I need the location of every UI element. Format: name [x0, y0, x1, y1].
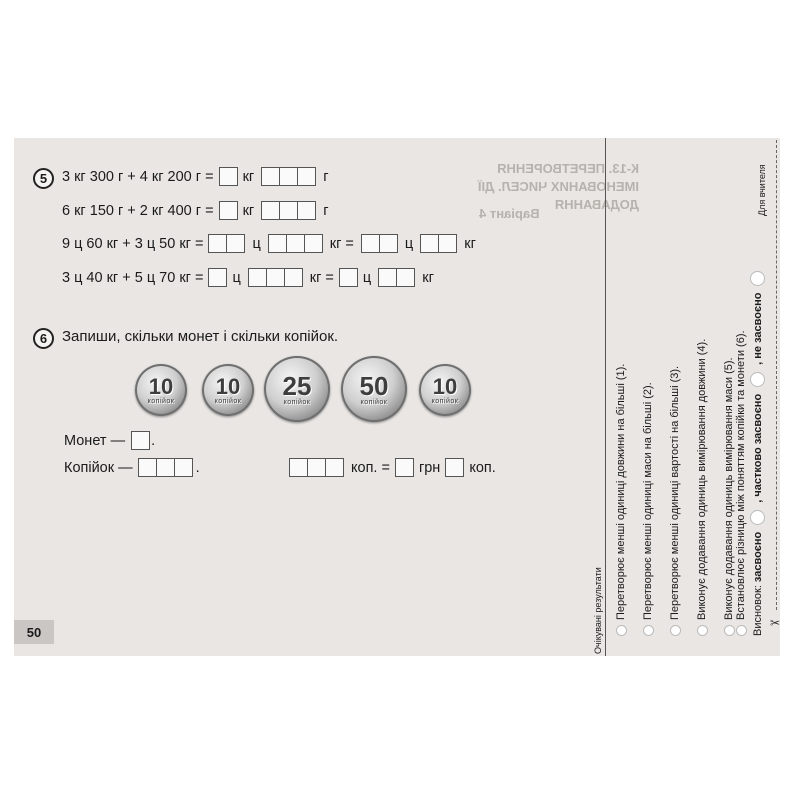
not-mastered-circle-icon[interactable] — [750, 271, 765, 286]
criterion-item — [642, 382, 654, 636]
criterion-text: Встановлює різницю між поняттям копійки та монети (6). — [735, 330, 747, 620]
ex5-line-1-expression: 3 кг 300 г + 4 кг 200 г = — [62, 168, 214, 185]
coins-count-row — [64, 431, 155, 450]
criterion-text: Перетворює менші одиниці довжини на більші (1). — [615, 363, 627, 620]
ex5-line-2-expression: 6 кг 150 г + 2 кг 400 г = — [62, 202, 214, 219]
coin-value: 10 — [432, 373, 458, 399]
coin-value: 10 — [215, 373, 241, 399]
checkbox-circle-icon[interactable] — [670, 625, 681, 636]
coin-10-kopecks — [419, 364, 471, 416]
ghost-title: К-13. ПЕРЕТВОРЕННЯ ІМЕНОВАНИХ ЧИСЕЛ. ДІЇ ДОДАВАННЯ — [477, 161, 639, 212]
coin-25-kopecks — [264, 356, 330, 422]
criterion-item — [615, 364, 627, 636]
unit: кг — [422, 269, 434, 286]
coins-label: Монет — — [64, 432, 126, 449]
ex5-line-4-expression: 3 ц 40 кг + 5 ц 70 кг = — [62, 269, 204, 286]
for-teacher-label: Для вчителя — [757, 164, 767, 216]
kopecks-answer-boxes[interactable] — [138, 458, 193, 477]
answer-boxes[interactable] — [261, 167, 316, 186]
ex5-line-3 — [62, 234, 480, 253]
conclusion-label: Висновок: — [751, 585, 764, 636]
ex6-instruction: Запиши, скільки монет і скільки копійок. — [62, 328, 339, 345]
conclusion — [750, 267, 765, 636]
coin-10-kopecks — [202, 364, 254, 416]
criterion-text: Перетворює менші одиниці вартості на більші (3). — [669, 365, 681, 620]
ex5-line-1 — [62, 167, 333, 186]
unit: ц — [252, 235, 261, 252]
hryvnia-box[interactable] — [395, 458, 414, 477]
unit: ц — [404, 235, 414, 252]
criterion-item — [696, 339, 708, 636]
not-mastered-label: , не засвоєно — [751, 292, 764, 365]
answer-boxes[interactable] — [208, 234, 245, 253]
answer-boxes[interactable] — [268, 234, 323, 253]
unit: кг — [464, 235, 476, 252]
coin-value: 10 — [148, 373, 174, 399]
criterion-item — [723, 357, 735, 636]
coins-answer-box[interactable] — [131, 431, 150, 450]
results-title: Очікувані результати — [593, 567, 603, 654]
criterion-text: Перетворює менші одиниці маси на більші (2). — [642, 382, 654, 620]
coin-value: 25 — [282, 370, 312, 401]
partly-circle-icon[interactable] — [750, 372, 765, 387]
scissors-icon: ✂ — [770, 616, 781, 630]
answer-box[interactable] — [219, 167, 238, 186]
answer-box[interactable] — [208, 268, 227, 287]
checkbox-circle-icon[interactable] — [736, 625, 747, 636]
coin-label: копійок — [147, 397, 175, 405]
unit: грн — [418, 459, 441, 476]
coin-label: копійок — [283, 398, 311, 406]
unit: кг = — [309, 269, 334, 286]
answer-box[interactable] — [339, 268, 358, 287]
mastered-label: засвоєно — [751, 531, 764, 583]
kopecks-label: Копійок — — [64, 459, 133, 476]
exercise-6-number: 6 — [33, 328, 54, 349]
kopecks-remainder-box[interactable] — [445, 458, 464, 477]
coin-value: 50 — [359, 370, 389, 401]
coin-10-kopecks — [135, 364, 187, 416]
unit: кг — [242, 168, 255, 185]
unit: кг — [242, 202, 255, 219]
coin-50-kopecks — [341, 356, 407, 422]
page-number: 50 — [14, 620, 54, 644]
exercise-5-number: 5 — [33, 168, 54, 189]
answer-boxes[interactable] — [248, 268, 303, 287]
answer-boxes[interactable] — [420, 234, 457, 253]
unit: коп. — [469, 459, 496, 476]
period: . — [151, 432, 156, 449]
ex5-line-2 — [62, 201, 333, 220]
results-panel — [587, 138, 777, 656]
answer-boxes[interactable] — [361, 234, 398, 253]
results-divider — [605, 138, 606, 656]
coin-label: копійок — [214, 397, 242, 405]
answer-boxes[interactable] — [261, 201, 316, 220]
coin-label: копійок — [360, 398, 388, 406]
ex5-line-4 — [62, 268, 438, 287]
checkbox-circle-icon[interactable] — [616, 625, 627, 636]
unit: г — [323, 168, 329, 185]
unit: кг = — [329, 235, 354, 252]
mastered-circle-icon[interactable] — [750, 510, 765, 525]
criterion-item — [669, 366, 681, 636]
kopecks-total-boxes[interactable] — [289, 458, 344, 477]
unit: коп. = — [351, 459, 390, 476]
answer-boxes[interactable] — [378, 268, 415, 287]
conversion-row — [286, 458, 500, 477]
period: . — [195, 459, 200, 476]
criterion-text: Виконує додавання одиниць вимірювання довжини (4). — [696, 338, 708, 620]
kopecks-row — [64, 458, 200, 477]
unit: ц — [232, 269, 241, 286]
ghost-variant: Варіант 4 — [479, 206, 540, 221]
answer-box[interactable] — [219, 201, 238, 220]
cut-line — [776, 140, 777, 610]
ex5-line-3-expression: 9 ц 60 кг + 3 ц 50 кг = — [62, 235, 204, 252]
checkbox-circle-icon[interactable] — [724, 625, 735, 636]
checkbox-circle-icon[interactable] — [643, 625, 654, 636]
criterion-text: Виконує додавання одиниць вимірювання маси (5). — [723, 357, 735, 620]
checkbox-circle-icon[interactable] — [697, 625, 708, 636]
partly-label: , частково засвоєно — [751, 393, 764, 503]
criterion-item — [735, 330, 747, 636]
unit: ц — [362, 269, 372, 286]
unit: г — [323, 202, 329, 219]
coin-label: копійок — [431, 397, 459, 405]
